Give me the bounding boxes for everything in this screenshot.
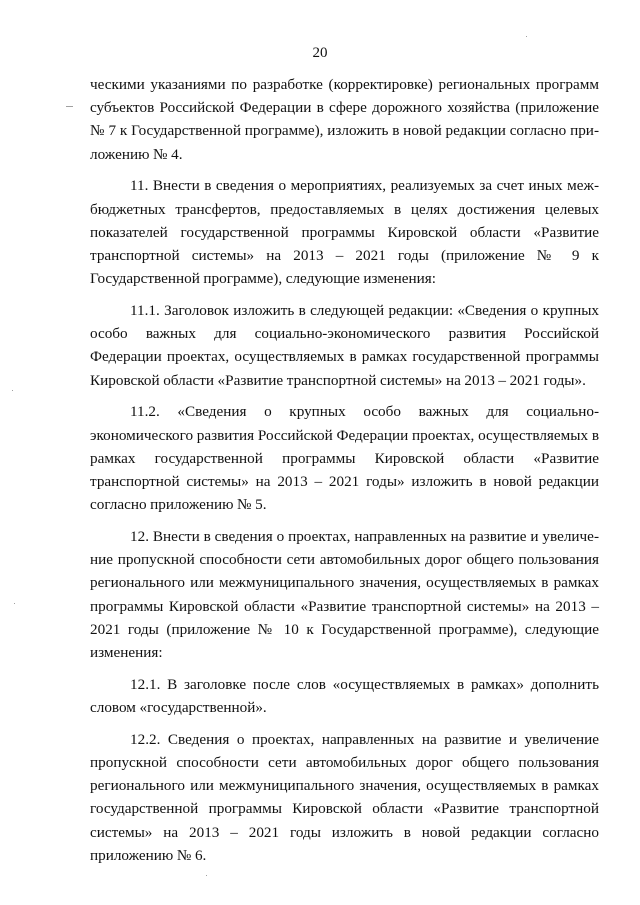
paragraph-item-12-1: 12.1. В заголовке после слов «осуществляемых в рамках» дополнить словом «государственной». xyxy=(90,675,599,717)
document-body xyxy=(90,73,599,876)
paragraph-item-11-2: 11.2. «Сведения о крупных особо важных для социально-экономического развития Российской Федерации проектах, осуществляемых в рамках государственной программы Кировской области «Развитие транспортной системы» на 2013 – 2021 годы» изложить в новой редакции согласно приложению № 5. xyxy=(90,403,599,514)
paragraph-item-11-1: 11.1. Заголовок изложить в следующей редакции: «Сведения о крупных особо важных для социально-экономического развития Российской Федерации проектах, осуществляемых в рамках государственной программы Кировской области «Развитие транспортной системы» на 2013 – 2021 годы». xyxy=(90,302,599,389)
scan-artifact-mark xyxy=(66,106,73,107)
paragraph-item-11: 11. Внести в сведения о мероприятиях, реализуемых за счет иных межбюджетных трансфертов, предоставляемых в целях достижения целевых показателей государственной программы Кировской области «Развитие транспортной системы» на 2013 – 2021 годы (приложение № 9 к Государственной программе), следующие изменения: xyxy=(90,177,599,288)
scan-artifact-dot xyxy=(12,390,13,391)
scan-artifact-dot xyxy=(14,603,15,604)
scan-artifact-dot xyxy=(526,36,527,37)
paragraph-continuation: ческими указаниями по разработке (корректировке) региональных программ субъектов Российской Федерации в сфере дорожного хозяйства (приложение № 7 к Государственной программе), изложить в новой редакции согласно приложению № 4. xyxy=(90,76,599,163)
paragraph-item-12-2: 12.2. Сведения о проектах, направленных на развитие и увеличение пропускной способности сети автомобильных дорог общего пользования регионального или межмуниципального значения, осуществляемых в рамках государственной программы Кировской области «Развитие транспортной системы» на 2013 – 2021 годы изложить в новой редакции согласно приложению № 6. xyxy=(90,730,599,864)
page-number: 20 xyxy=(312,45,328,61)
paragraph-item-12: 12. Внести в сведения о проектах, направленных на развитие и увеличение пропускной способности сети автомобильных дорог общего пользования регионального или межмуниципального значения, осуществляемых в рамках программы Кировской области «Развитие транспортной системы» на 2013 – 2021 годы (приложение № 10 к Государственной программе), следующие изменения: xyxy=(90,528,599,662)
scan-artifact-dot xyxy=(206,875,207,876)
